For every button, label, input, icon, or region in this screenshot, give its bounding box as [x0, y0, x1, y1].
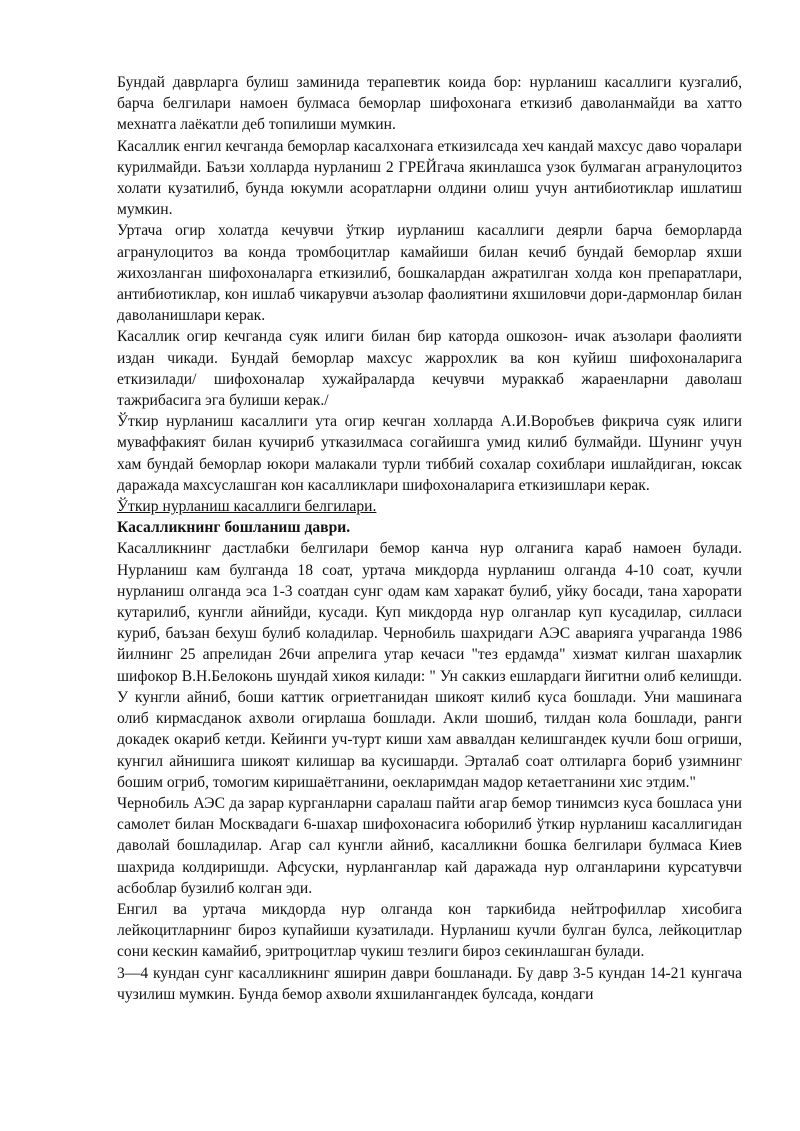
- section-heading-bold: Касалликнинг бошланиш даври.: [117, 519, 351, 537]
- document-page: [117, 72, 742, 1005]
- paragraph-1: Бундай даврларга булиш заминида терапевтик коида бор: нурланиш касаллиги кузгалиб, барча белгилари намоен булмаса беморлар шифохонага еткизиб даволанмайди ва хатто мехнатга лаёкатли деб топилиши мумкин.: [117, 74, 742, 134]
- paragraph-4: Касаллик огир кечганда суяк илиги билан бир каторда ошкозон- ичак аъзолари фаолияти издан чикади. Бундай беморлар махсус жаррохлик ва кон куйиш шифохоналарига еткизилади/ шифохоналар хужайраларда кечувчи мураккаб жараенларни даволаш тажрибасига эга булиши керак./: [117, 328, 742, 410]
- paragraph-2: Касаллик енгил кечганда беморлар касалхонага еткизилсада хеч кандай махсус даво чоралари курилмайди. Баъзи холларда нурланиш 2 ГРЕЙгача якинлашса узок булмаган агранулоцитоз холати кузатилиб, бунда юкумли асоратларни олдини олиш учун антибиотиклар ишлатиш мумкин.: [117, 137, 742, 219]
- section-heading-underlined: Ўткир нурланиш касаллиги белгилари.: [117, 498, 377, 516]
- paragraph-9: 3—4 кундан сунг касалликнинг яширин даври бошланади. Бу давр 3-5 кундан 14-21 кунгача чузилиш мумкин. Бунда бемор ахволи яхшилангандек булсада, кондаги: [117, 964, 742, 1003]
- paragraph-6: Касалликнинг дастлабки белгилари бемор канча нур олганига караб намоен булади. Нурланиш кам булганда 18 соат, уртача микдорда нурланиш олганда 4-10 соат, кучли нурланиш олганда эса 1-3 соатдан сунг одам кам харакат булиб, уйку босади, тана харорати кутарилиб, кунгли айнийди, кусади. Куп микдорда нур олганлар куп кусадилар, силласи куриб, баъзан бехуш булиб коладилар. Чернобиль шахридаги АЭС аварияга учраганда 1986 йилнинг 25 апрелидан 26чи апрелига утар кечаси "тез ердамда" хизмат килган шахарлик шифокор В.Н.Белоконь шундай хикоя килади: " Ун саккиз ешлардаги йигитни олиб келишди. У кунгли айниб, боши каттик огриетганидан шикоят килиб куса бошлади. Уни машинага олиб кирмасданок ахволи огирлаша бошлади. Акли шошиб, тилдан кола бошлади, ранги докадек окариб кетди. Кейинги уч-турт киши хам аввалдан келишгандек кучли бош огриши, кунгил айнишига шикоят килишар ва кусишарди. Эрталаб соат олтиларга бориб узимнинг бошим огриб, томогим киришаётганини, оекларимдан мадор кетаетганини хис этдим.": [117, 540, 742, 791]
- paragraph-8: Енгил ва уртача микдорда нур олганда кон таркибида нейтрофиллар хисобига лейкоцитларнинг бироз купайиши кузатилади. Нурланиш кучли булган булса, лейкоцитлар сони кескин камайиб, эритроцитлар чукиш тезлиги бироз секинлашган булади.: [117, 900, 742, 961]
- paragraph-7: Чернобиль АЭС да зарар курганларни саралаш пайти агар бемор тинимсиз куса бошласа уни самолет билан Москвадаги 6-шахар шифохонасига юборилиб ўткир нурланиш касаллигидан даволай бошладилар. Агар сал кунгли айниб, касалликни бошка белгилари булмаса Киев шахрида колдиришди. Афсуски, нурланганлар кай даражада нур олганларини курсатувчи асбоблар бузилиб колган эди.: [117, 794, 742, 897]
- paragraph-3: Уртача огир холатда кечувчи ўткир иурланиш касаллиги деярли барча беморларда агранулоцитоз ва конда тромбоцитлар камайиши билан кечиб бундай беморлар яхши жихозланган шифохоналарга еткизилиб, бошкалардан ажратилган холда кон препаратлари, антибиотиклар, кон ишлаб чикарувчи аъзолар фаолиятини яхшиловчи дори-дармонлар билан даволанишлари керак.: [117, 222, 742, 325]
- paragraph-5: Ўткир нурланиш касаллиги ута огир кечган холларда А.И.Воробъев фикрича суяк илиги муваффакият билан кучириб утказилмаса согайишга умид килиб булмайди. Шунинг учун хам бундай беморлар юкори малакали турли тиббий сохалар сохиблари ишлайдиган, юксак даражада махсуслашган кон касалликлари шифохоналарига еткизишлари керак.: [117, 413, 742, 494]
